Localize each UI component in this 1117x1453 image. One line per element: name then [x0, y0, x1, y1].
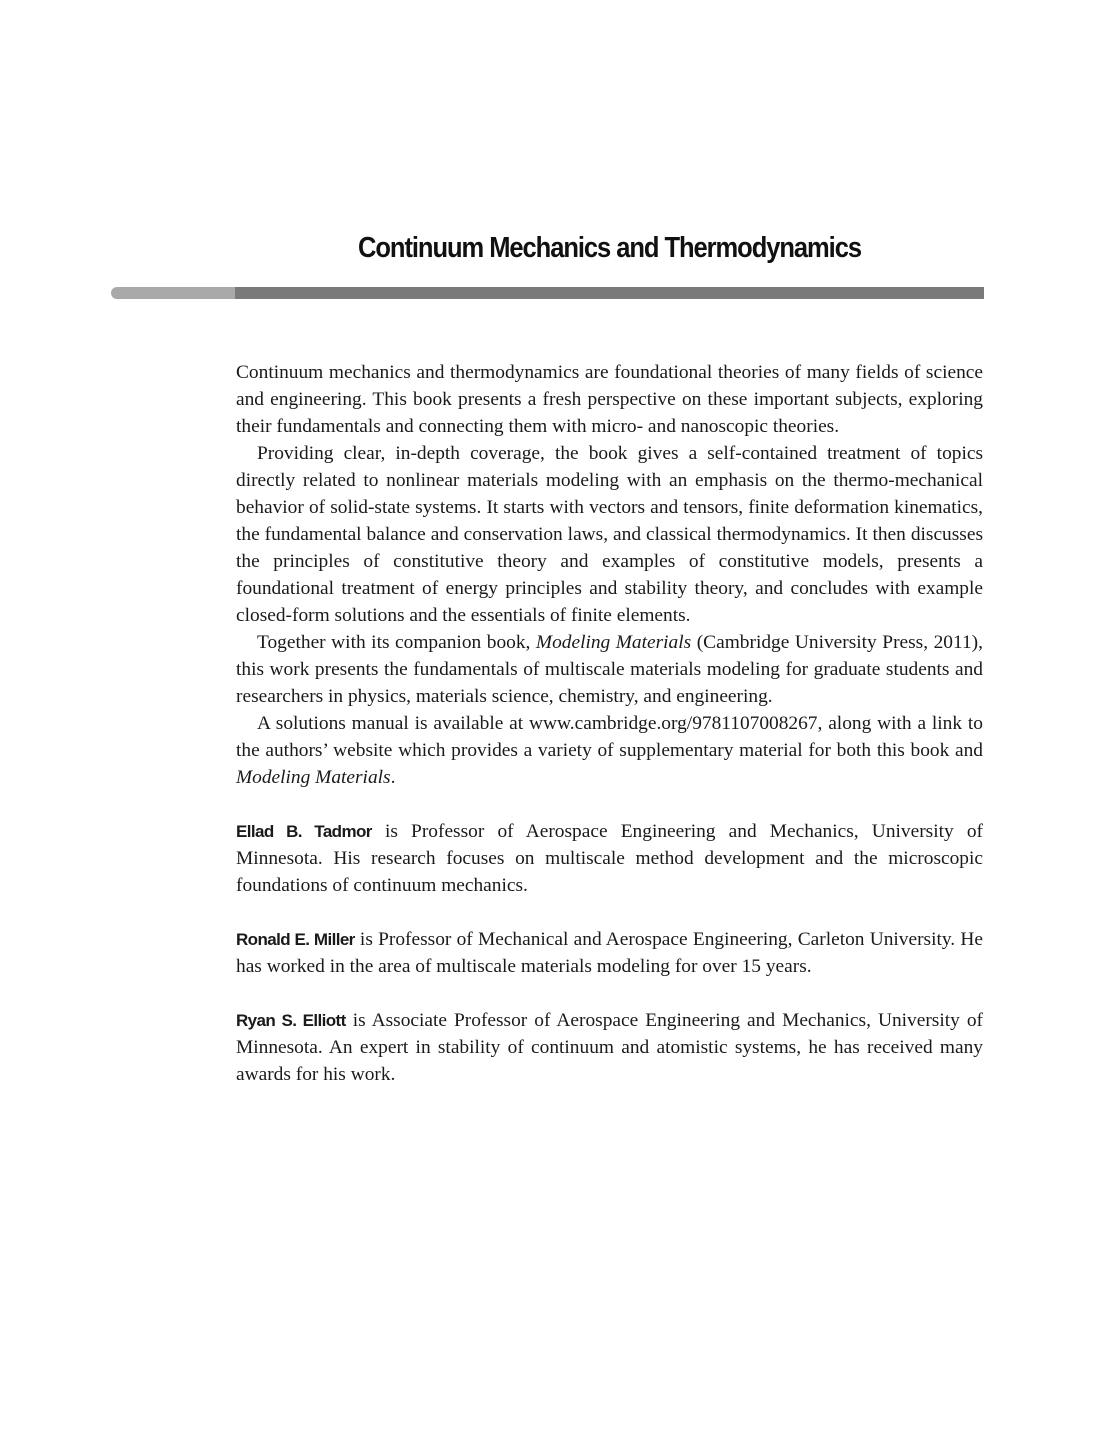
author-bio-text: is Professor of Mechanical and Aerospace Engineering, Carleton University. He has worked in the area of multiscale materials modeling for over 15 years. — [236, 929, 983, 977]
author-bio-elliott — [236, 1007, 983, 1088]
book-description — [236, 359, 983, 1088]
description-paragraph-3-lead: Together with its companion book, — [257, 632, 536, 653]
page-title: Continuum Mechanics and Thermodynamics — [358, 232, 861, 264]
author-bio-text: is Associate Professor of Aerospace Engineering and Mechanics, University of Minnesota. An expert in stability of continuum and atomistic systems, he has received many awards for his work. — [236, 1010, 983, 1085]
companion-book-title-2: Modeling Materials — [236, 767, 391, 788]
title-rule-dark-segment — [235, 287, 984, 299]
description-paragraph-4-rest: . — [390, 767, 396, 788]
author-bio-miller — [236, 926, 983, 980]
description-paragraph-4-lead: A solutions manual is available at www.cambridge.org/9781107008267, along with a link to the authors’ website which provides a variety of supplementary material for both this book and — [236, 713, 983, 761]
title-rule-light-segment — [111, 287, 239, 299]
description-paragraph-1: Continuum mechanics and thermodynamics are foundational theories of many fields of science and engineering. This book presents a fresh perspective on these important subjects, exploring their fundamentals and connecting them with micro- and nanoscopic theories. — [236, 362, 983, 437]
description-paragraph-3 — [236, 629, 983, 710]
author-bio-tadmor — [236, 818, 983, 899]
description-paragraph-3-rest: (Cambridge University Press, 2011), this work presents the fundamentals of multiscale materials modeling for graduate students and researchers in physics, materials science, chemistry, and engineering. — [236, 632, 983, 707]
description-paragraph-4 — [236, 710, 983, 791]
author-bio-text: is Professor of Aerospace Engineering and Mechanics, University of Minnesota. His research focuses on multiscale method development and the microscopic foundations of continuum mechanics. — [236, 821, 983, 896]
author-name: Ryan S. Elliott — [236, 1011, 346, 1030]
author-name: Ellad B. Tadmor — [236, 822, 372, 841]
companion-book-title: Modeling Materials — [535, 632, 692, 653]
title-rule — [111, 287, 984, 299]
author-name: Ronald E. Miller — [236, 930, 355, 949]
description-paragraph-2: Providing clear, in-depth coverage, the book gives a self-contained treatment of topics directly related to nonlinear materials modeling with an emphasis on the thermo-mechanical behavior of solid-state systems. It starts with vectors and tensors, finite deformation kinematics, the fundamental balance and conservation laws, and classical thermodynamics. It then discusses the principles of constitutive theory and examples of constitutive models, presents a foundational treatment of energy principles and stability theory, and concludes with example closed-form solutions and the essentials of finite elements. — [236, 443, 983, 626]
